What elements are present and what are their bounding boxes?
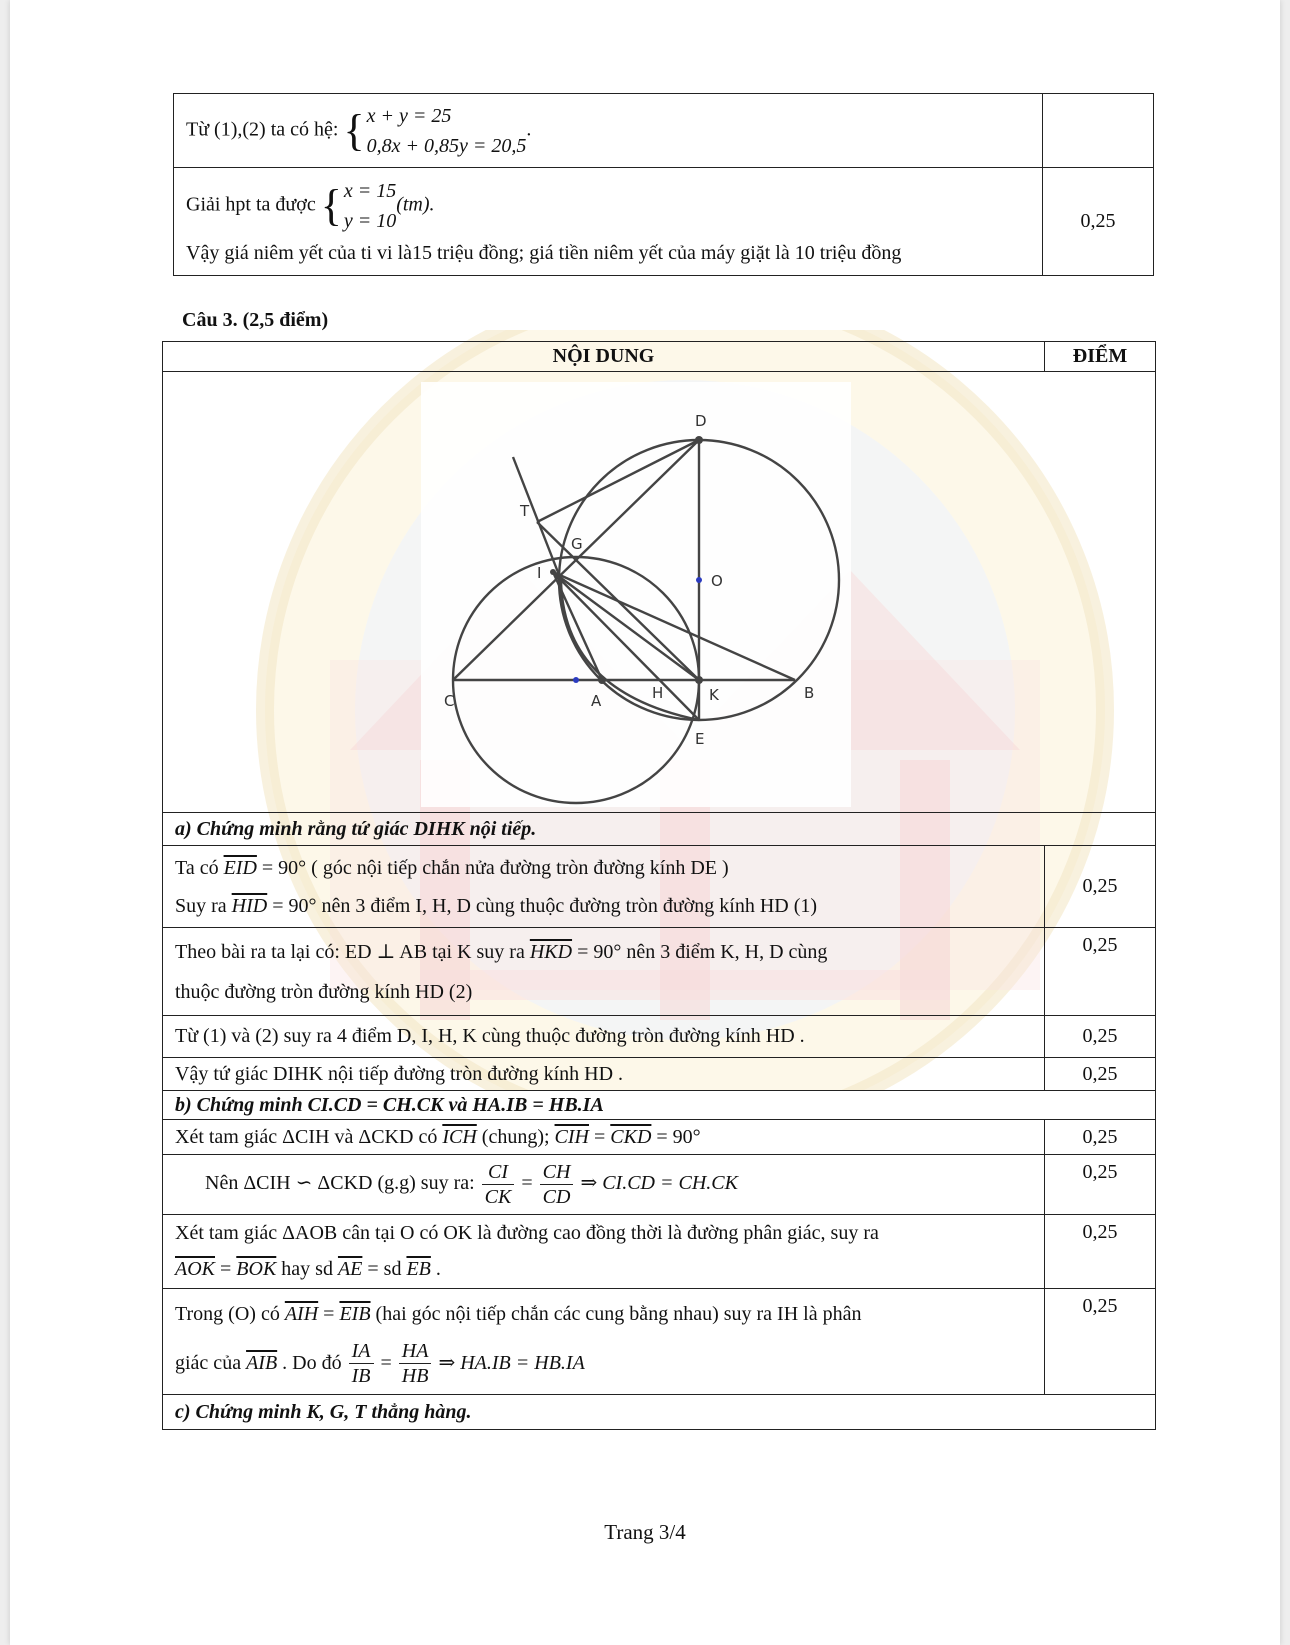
score-cell: 0,25	[1045, 928, 1156, 1016]
figure-cell	[163, 372, 1156, 813]
part-b-title: b) Chứng minh CI.CD = CH.CK và HA.IB = HB.IA	[163, 1091, 1156, 1120]
table-row	[163, 1091, 1156, 1120]
part-a-title: a) Chứng minh rằng tứ giác DIHK nội tiếp.	[163, 813, 1156, 846]
solution-table	[162, 341, 1156, 1430]
table-row	[163, 1289, 1156, 1395]
score-cell	[1043, 94, 1154, 168]
document-page	[10, 0, 1280, 1645]
a-step-3: Từ (1) và (2) suy ra 4 điểm D, I, H, K cùng thuộc đường tròn đường kính HD .	[163, 1016, 1045, 1058]
score-cell: 0,25	[1045, 1016, 1156, 1058]
table-row	[174, 168, 1154, 276]
table-row	[174, 94, 1154, 168]
a-step-4: Vậy tứ giác DIHK nội tiếp đường tròn đường kính HD .	[163, 1058, 1045, 1091]
label-i: I	[537, 564, 542, 582]
table-row	[163, 846, 1156, 928]
table-row	[163, 1395, 1156, 1430]
solution-cell: Giải hpt ta được { x = 15 y = 10 (tm). Vậy giá niêm yết của ti vi là15 triệu đồng; giá tiền niêm yết của máy giặt là 10 triệu đồng	[174, 168, 1043, 276]
solution-prefix: Giải hpt ta được	[186, 193, 316, 216]
b-step-3: Xét tam giác ΔAOB cân tại O có OK là đường cao đồng thời là đường phân giác, suy ra $\overline{AOK} = \overline{BOK}$ hay sd $\overline{AE}$ = sd $\overline{EB}$ .	[163, 1215, 1045, 1289]
a-step-2: Theo bài ra ta lại có: ED ⊥ AB tại K suy ra $\overline{HKD} = 90^\circ$ nên 3 điểm K, H, D cùng thuộc đường tròn đường kính HD (2)	[163, 928, 1045, 1016]
conclusion-text: Vậy giá niêm yết của ti vi là15 triệu đồng; giá tiền niêm yết của máy giặt là 10 triệu đồng	[186, 242, 902, 264]
part-c-title: c) Chứng minh K, G, T thẳng hàng.	[163, 1395, 1156, 1430]
table-row	[163, 1058, 1156, 1091]
b-step-4: Trong (O) có $\overline{AIH} = \overline{EIB}$ (hai góc nội tiếp chắn các cung bằng nhau) suy ra IH là phân giác của $\overline{AIB}$ . Do đó $\frac{IA}{IB}$ = $\frac{HA}{HB}$ ⇒ HA.IB = HB.IA	[163, 1289, 1045, 1395]
label-o: O	[711, 572, 723, 590]
label-t: T	[520, 502, 530, 520]
equation-system	[367, 101, 527, 161]
score-cell: 0,25	[1045, 1215, 1156, 1289]
system-cell: Từ (1),(2) ta có hệ: { x + y = 25 0,8x + 0,85y = 20,5 .	[174, 94, 1043, 168]
score-cell: 0,25	[1045, 1120, 1156, 1155]
equation-2: 0,8x + 0,85y = 20,5	[366, 134, 527, 157]
figure-row	[163, 372, 1156, 813]
geometry-figure	[163, 372, 1155, 812]
b-step-1: Xét tam giác ΔCIH và ΔCKD có $\overline{ICH}$ (chung); $\overline{CIH} = \overline{CKD} = 90^\circ$	[163, 1120, 1045, 1155]
label-d: D	[695, 412, 707, 430]
section-heading: Câu 3. (2,5 điểm)	[182, 309, 329, 331]
table-row	[163, 1155, 1156, 1215]
table-row	[163, 928, 1156, 1016]
page-number: Trang 3/4	[604, 1520, 686, 1544]
system-prefix: Từ (1),(2) ta có hệ:	[186, 118, 339, 141]
header-score: ĐIỂM	[1045, 342, 1156, 372]
a-step-1: Ta có $\overline{EID} = 90^\circ$ ( góc nội tiếp chắn nửa đường tròn đường kính DE ) Suy ra $\overline{HID} = 90^\circ$ nên 3 điểm I, H, D cùng thuộc đường tròn đường kính HD (1)	[163, 846, 1045, 928]
score-cell: 0,25	[1045, 1155, 1156, 1215]
score-cell: 0,25	[1043, 168, 1154, 276]
table-row	[163, 1215, 1156, 1289]
b-step-2: Nên ΔCIH ∽ ΔCKD (g.g) suy ra: $\frac{CI}{CK}$ = $\frac{CH}{CD}$ ⇒ CI.CD = CH.CK	[163, 1155, 1045, 1215]
score-cell: 0,25	[1045, 1289, 1156, 1395]
system-solution-table	[173, 93, 1154, 276]
table-header-row	[163, 342, 1156, 372]
score-cell: 0,25	[1045, 846, 1156, 928]
label-g: G	[571, 535, 583, 553]
label-k: K	[709, 686, 719, 704]
table-row	[163, 813, 1156, 846]
solution-system: x = 15 y = 10	[343, 180, 397, 232]
score-cell: 0,25	[1045, 1058, 1156, 1091]
table-row	[163, 1120, 1156, 1155]
label-a: A	[591, 692, 602, 710]
header-content: NỘI DUNG	[163, 342, 1045, 372]
label-h: H	[652, 684, 664, 702]
label-c: C	[444, 692, 455, 710]
table-row	[163, 1016, 1156, 1058]
equation-1: x + y = 25	[366, 104, 452, 127]
label-e: E	[695, 730, 705, 748]
label-b: B	[804, 684, 815, 702]
